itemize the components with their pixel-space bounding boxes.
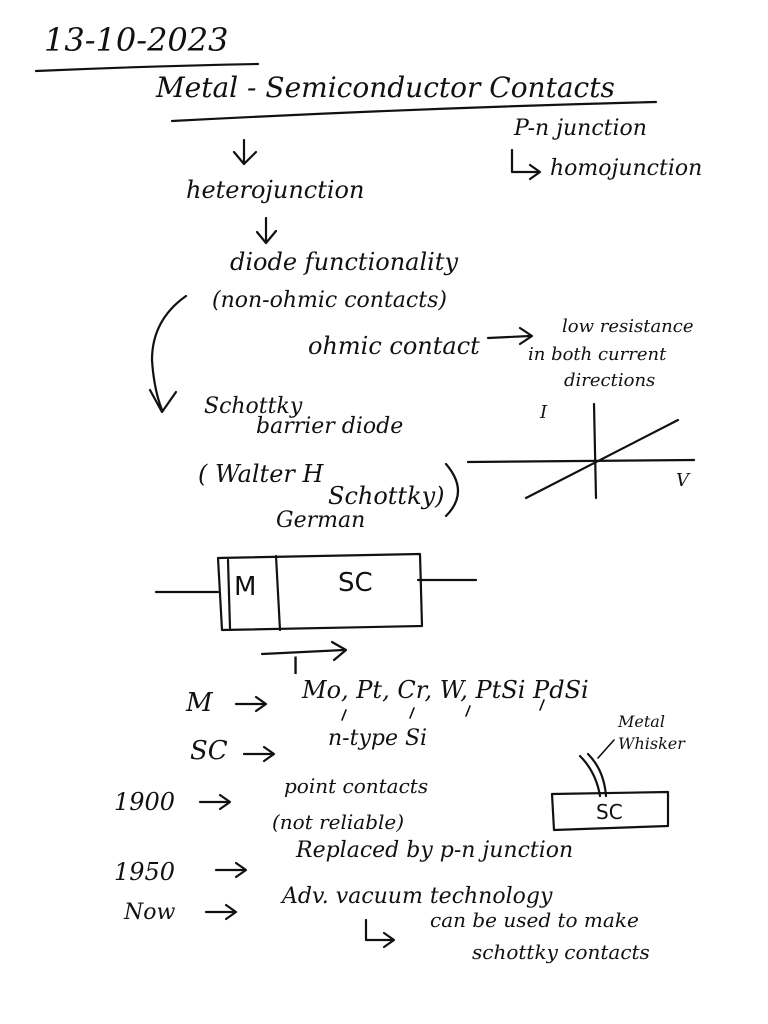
timeline-year-1900: 1900 — [114, 788, 176, 816]
metal-whisker — [580, 756, 600, 796]
timeline-1950-text: Replaced by p-n junction — [296, 838, 574, 863]
non-ohmic-label: (non-ohmic contacts) — [212, 288, 447, 313]
whisker-label-line-2: Whisker — [618, 734, 685, 753]
german-label: German — [276, 508, 366, 533]
device-current-label: I — [292, 652, 300, 680]
iv-plot-x-axis — [468, 460, 694, 462]
whisker-sc-label: SC — [596, 800, 623, 824]
diode-functionality-label: diode functionality — [230, 248, 459, 276]
page-title: Metal - Semiconductor Contacts — [156, 71, 615, 104]
iv-plot-y-label: I — [540, 402, 548, 423]
low-resistance-line-1: low resistance — [562, 316, 694, 337]
current-arrow-icon — [262, 650, 344, 654]
sc-values: n-type Si — [328, 726, 428, 751]
metal-divider — [276, 556, 280, 630]
iv-plot-y-axis — [594, 404, 596, 498]
date-underline — [36, 64, 258, 71]
iv-plot-line — [526, 420, 678, 498]
timeline-1900-line-2: (not reliable) — [272, 810, 405, 834]
whisker-pointer — [598, 740, 614, 758]
timeline-year-1950: 1950 — [114, 858, 176, 886]
schottky-name-label: Schottky) — [328, 482, 445, 510]
iv-plot-x-label: V — [676, 470, 689, 491]
homojunction-label: homojunction — [550, 156, 703, 181]
timeline-now-text: Adv. vacuum technology — [282, 884, 553, 909]
schottky-label: Schottky — [204, 394, 303, 419]
barrier-diode-label: barrier diode — [256, 414, 404, 439]
whisker-label-line-1: Metal — [618, 712, 665, 731]
device-metal-label: M — [234, 572, 257, 602]
heterojunction-label: heterojunction — [186, 176, 365, 204]
device-sc-label: SC — [338, 568, 373, 598]
pn-junction-label: P-n junction — [514, 116, 647, 141]
timeline-1900-line-1: point contacts — [284, 774, 429, 798]
walter-label: ( Walter H — [198, 460, 324, 488]
ohmic-contact-label: ohmic contact — [308, 332, 480, 360]
sc-prefix: SC — [190, 736, 228, 766]
metals-prefix: M — [186, 688, 213, 718]
bracket-curve — [446, 464, 458, 516]
right-arrow-icon — [488, 336, 530, 338]
page-date: 13-10-2023 — [44, 21, 229, 59]
metals-values: Mo, Pt, Cr, W, PtSi PdSi — [302, 676, 589, 704]
low-resistance-line-2: in both current — [528, 344, 667, 365]
low-resistance-line-3: directions — [564, 370, 656, 391]
timeline-year-now: Now — [124, 900, 176, 925]
can-be-used-line-2: schottky contacts — [472, 940, 650, 964]
can-be-used-line-1: can be used to make — [430, 908, 639, 932]
curved-arrow-icon — [152, 296, 186, 410]
